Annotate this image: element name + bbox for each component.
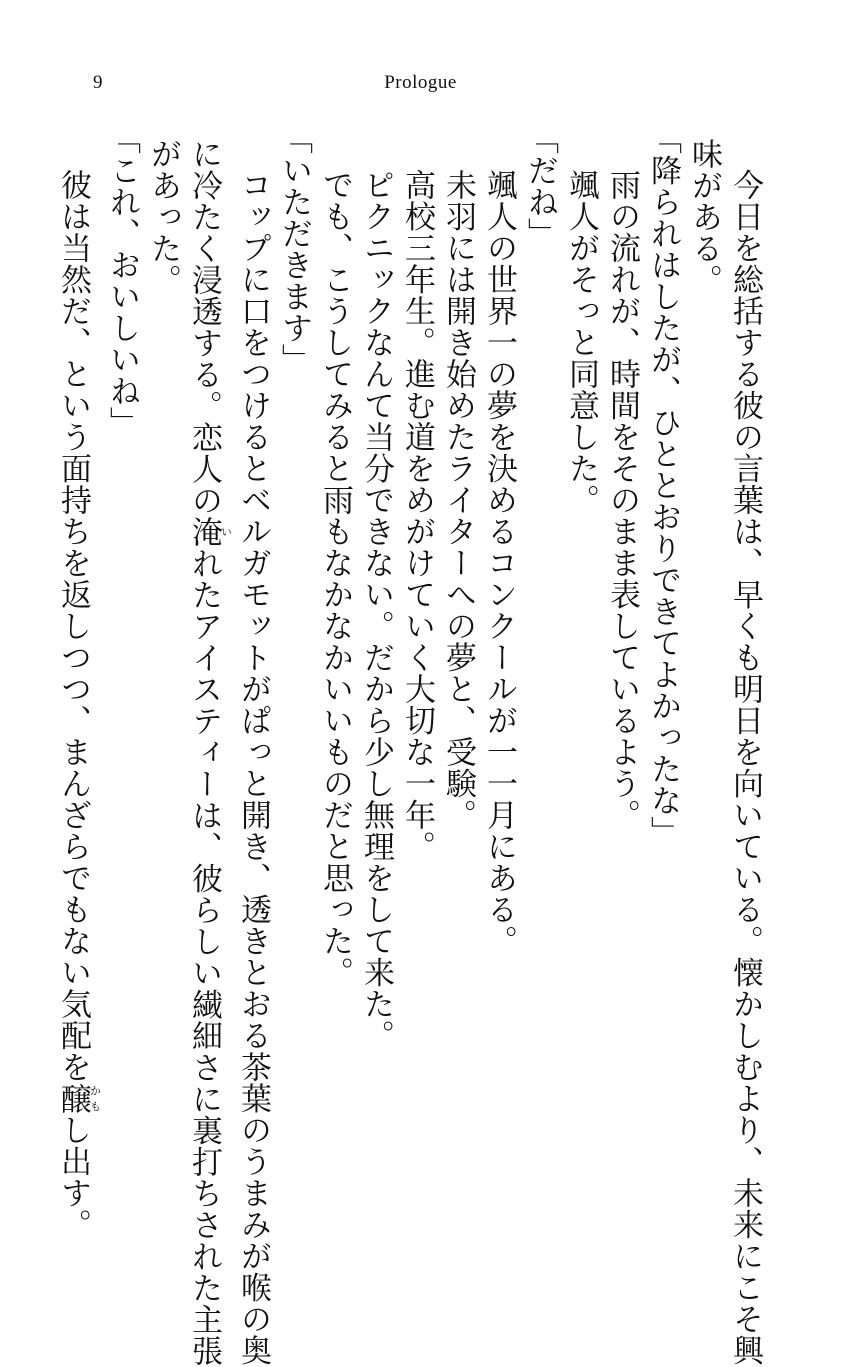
- paragraph-line-7: 高校三年生。進む道をめがけていく大切な一年。: [399, 169, 435, 862]
- text-run: れたアイスティーは、彼らしい繊細さに裏打ちされた主張: [186, 547, 222, 1367]
- vertical-body-text: [52, 122, 765, 1367]
- paragraph-line-6: 未羽には開き始めたライターへの夢と、受験。: [440, 169, 476, 831]
- paragraph-line-12: があった。: [145, 138, 181, 296]
- page-number: 9: [93, 72, 103, 93]
- running-head: Prologue: [384, 72, 457, 93]
- paragraph-line-13: [52, 138, 102, 1240]
- dialogue-line-4: 「これ、おいしいね」: [104, 122, 140, 438]
- paragraph-line-2: 味がある。: [686, 138, 722, 296]
- ruby-base: 醸: [55, 1082, 91, 1114]
- text-run: に冷たく浸透する。恋人の: [186, 138, 222, 516]
- ruby-reading: かも: [88, 1082, 102, 1114]
- text-run: 彼は当然だ、という面持ちを返しつつ、まんざらでもない気配を: [55, 169, 91, 1083]
- paragraph-line-11: [183, 138, 233, 1367]
- paragraph-line-1: 今日を総括する彼の言葉は、早くも明日を向いている。懐かしむより、未来にこそ興: [727, 169, 763, 1366]
- paragraph-line-5: 颯人の世界一の夢を決めるコンクールが一一月にある。: [481, 169, 517, 957]
- dialogue-line-1: 「降られはしたが、ひととおりできてよかったな」: [645, 122, 681, 847]
- paragraph-line-4: 颯人がそっと同意した。: [563, 169, 599, 516]
- ruby-base: 淹: [186, 516, 222, 548]
- text-run: し出す。: [55, 1114, 91, 1240]
- paragraph-line-10: コップに口をつけるとベルガモットがぱっと開き、透きとおる茶葉のうまみが喉の奥: [235, 169, 271, 1366]
- paragraph-line-9: でも、こうしてみると雨もなかなかいいものだと思った。: [317, 169, 353, 988]
- ruby-annotation: [186, 516, 233, 548]
- ruby-annotation: [55, 1082, 102, 1115]
- ruby-reading: い: [219, 516, 233, 548]
- dialogue-line-2: 「だね」: [522, 122, 558, 249]
- paragraph-line-3: 雨の流れが、時間をそのまま表しているよう。: [604, 169, 640, 831]
- paragraph-line-8: ピクニックなんて当分できない。だから少し無理をして来た。: [358, 169, 394, 1051]
- dialogue-line-3: 「いただきます」: [276, 122, 312, 375]
